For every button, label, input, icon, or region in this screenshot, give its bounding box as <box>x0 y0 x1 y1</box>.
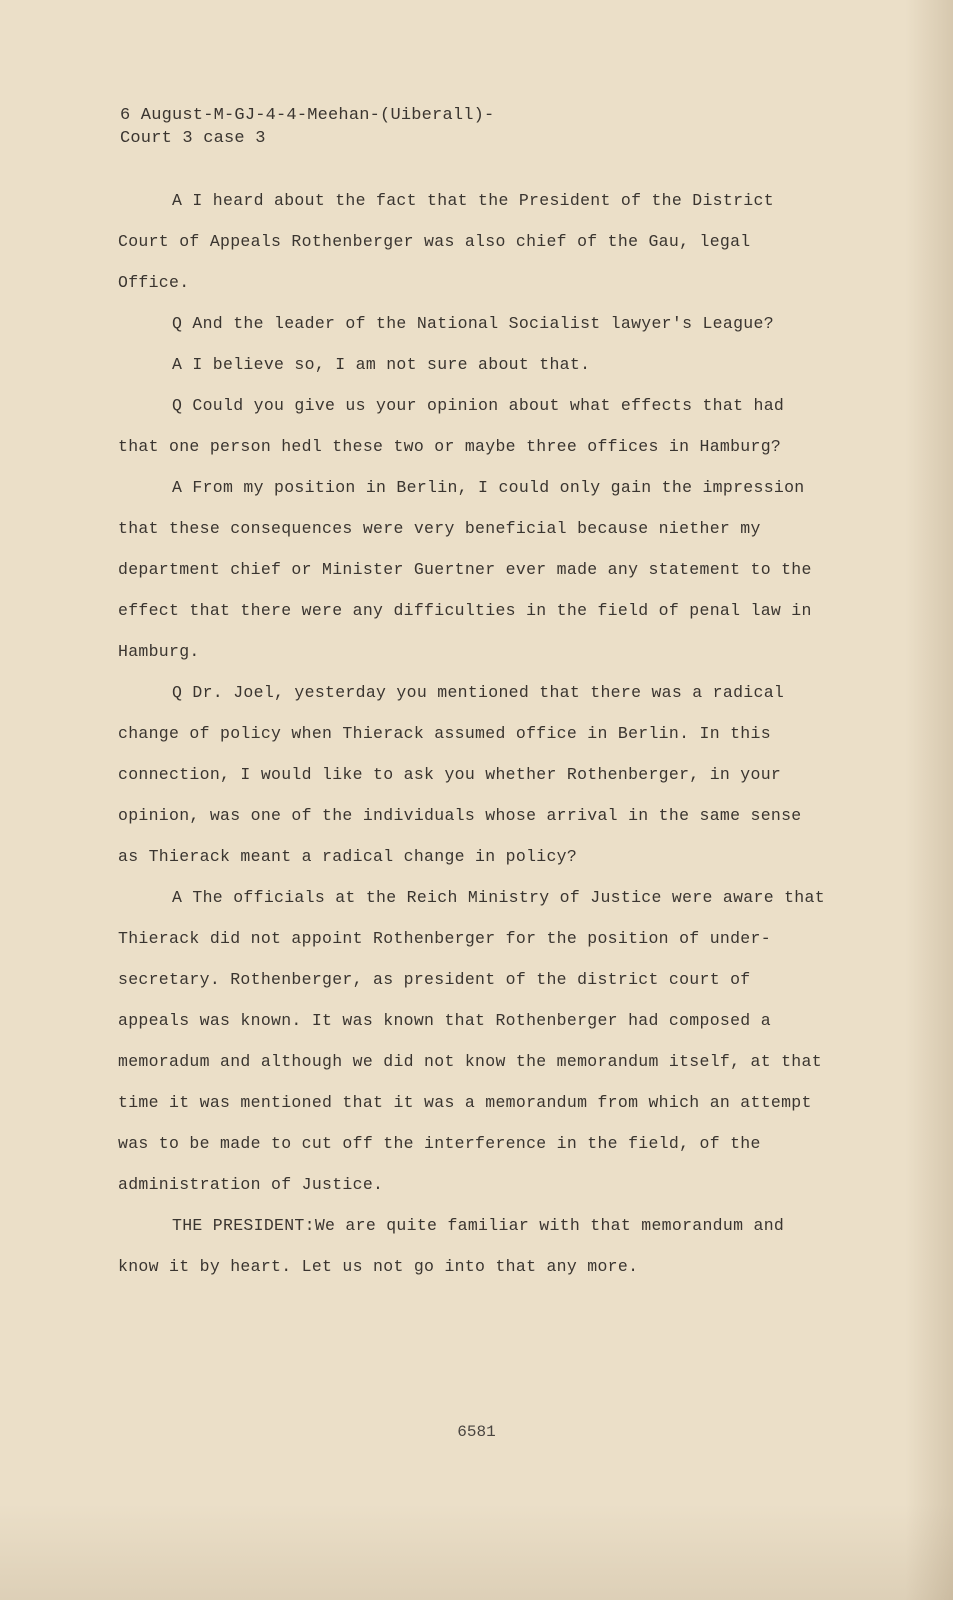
paragraph-question-3: Q Dr. Joel, yesterday you mentioned that there was a radical change of policy when Thierack assumed office in Berlin. In this connection, I would like to ask you whether Rothenberger, in your opinion, was one of the individuals whose arrival in the same sense as Thierack meant a radical change in policy? <box>118 683 802 866</box>
paragraph-answer-1: A I heard about the fact that the President of the District Court of Appeals Rothenberger was also chief of the Gau, legal Office. <box>118 191 774 292</box>
paragraph-answer-4: A The officials at the Reich Ministry of Justice were aware that Thierack did not appoint Rothenberger for the position of under-secretary. Rothenberger, as president of the district court of appeals was known. It was known that Rothenberger had composed a memoradum and although we did not know the memorandum itself, at that time it was mentioned that it was a memorandum from which an attempt was to be made to cut off the interference in the field, of the administration of Justice. <box>118 888 825 1194</box>
paragraph-question-1: Q And the leader of the National Socialist lawyer's League? <box>172 314 774 333</box>
transcript-body <box>118 180 828 1287</box>
header-line-2: Court 3 case 3 <box>120 129 266 148</box>
header-line-1: 6 August-M-GJ-4-4-Meehan-(Uiberall)- <box>120 106 495 125</box>
paragraph-question-2: Q Could you give us your opinion about what effects that had that one person hedl these two or maybe three offices in Hamburg? <box>118 396 785 456</box>
page-number: 6581 <box>457 1423 496 1441</box>
paragraph-president-remark: THE PRESIDENT:We are quite familiar with that memorandum and know it by heart. Let us not go into that any more. <box>118 1216 785 1276</box>
paragraph-answer-3: A From my position in Berlin, I could only gain the impression that these consequences were very beneficial because niether my department chief or Minister Guertner ever made any statement to the effect that there were any difficulties in the field of penal law in Hamburg. <box>118 478 812 661</box>
document-header <box>120 104 494 150</box>
paragraph-answer-2: A I believe so, I am not sure about that. <box>172 355 591 374</box>
